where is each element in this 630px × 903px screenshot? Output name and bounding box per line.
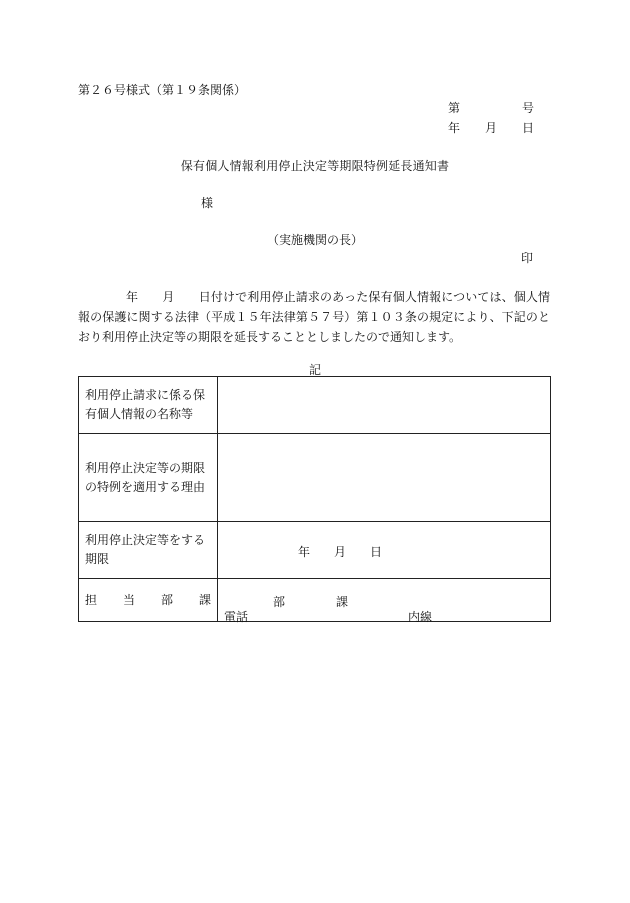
info-name-field[interactable] (218, 377, 551, 434)
row-label-deadline: 利用停止決定等をする期限 (79, 522, 218, 579)
date-day: 日 (521, 121, 534, 135)
seal-mark: 印 (521, 251, 534, 265)
form-number: 第２６号様式（第１９条関係） (78, 83, 247, 97)
deadline-day: 日 (369, 545, 382, 559)
table-row (79, 377, 551, 434)
label-char: 担 (85, 592, 98, 607)
deadline-date (298, 543, 382, 560)
document-date (448, 119, 534, 136)
body-text: 年 月 日付けで利用停止請求のあった保有個人情報については、個人情報の保護に関する法律（平成１５年法律第５７号）第１０３条の規定により、下記のとおり利用停止決定等の期限を延長することとしましたので通知します。 (78, 290, 550, 344)
phone-label: 電話 (224, 610, 249, 624)
department-field[interactable] (218, 579, 551, 622)
row-label-reason: 利用停止決定等の期限の特例を適用する理由 (79, 434, 218, 522)
issuer: （実施機関の長） (266, 233, 363, 247)
date-year: 年 (448, 121, 461, 135)
deadline-month: 月 (333, 545, 346, 559)
date-month: 月 (484, 121, 497, 135)
phone-line (224, 608, 432, 625)
table-row (79, 579, 551, 622)
table-row (79, 522, 551, 579)
doc-number-suffix: 号 (521, 101, 534, 115)
deadline-year: 年 (298, 545, 311, 559)
label-char: 当 (122, 592, 135, 607)
dept-ka: 課 (335, 595, 348, 609)
dept-bu: 部 (273, 595, 286, 609)
document-number (448, 99, 534, 116)
details-table (78, 376, 551, 622)
deadline-field[interactable] (218, 522, 551, 579)
extension-label: 内線 (407, 610, 432, 624)
row-label-info-name: 利用停止請求に係る保有個人情報の名称等 (79, 377, 218, 434)
addressee: 様 (201, 196, 214, 210)
ki-heading: 記 (308, 363, 321, 377)
label-char: 課 (198, 592, 211, 607)
table-row (79, 434, 551, 522)
label-char: 部 (160, 592, 173, 607)
row-label-department (79, 579, 218, 622)
reason-field[interactable] (218, 434, 551, 522)
document-title: 保有個人情報利用停止決定等期限特例延長通知書 (180, 159, 450, 173)
doc-number-prefix: 第 (448, 101, 461, 115)
